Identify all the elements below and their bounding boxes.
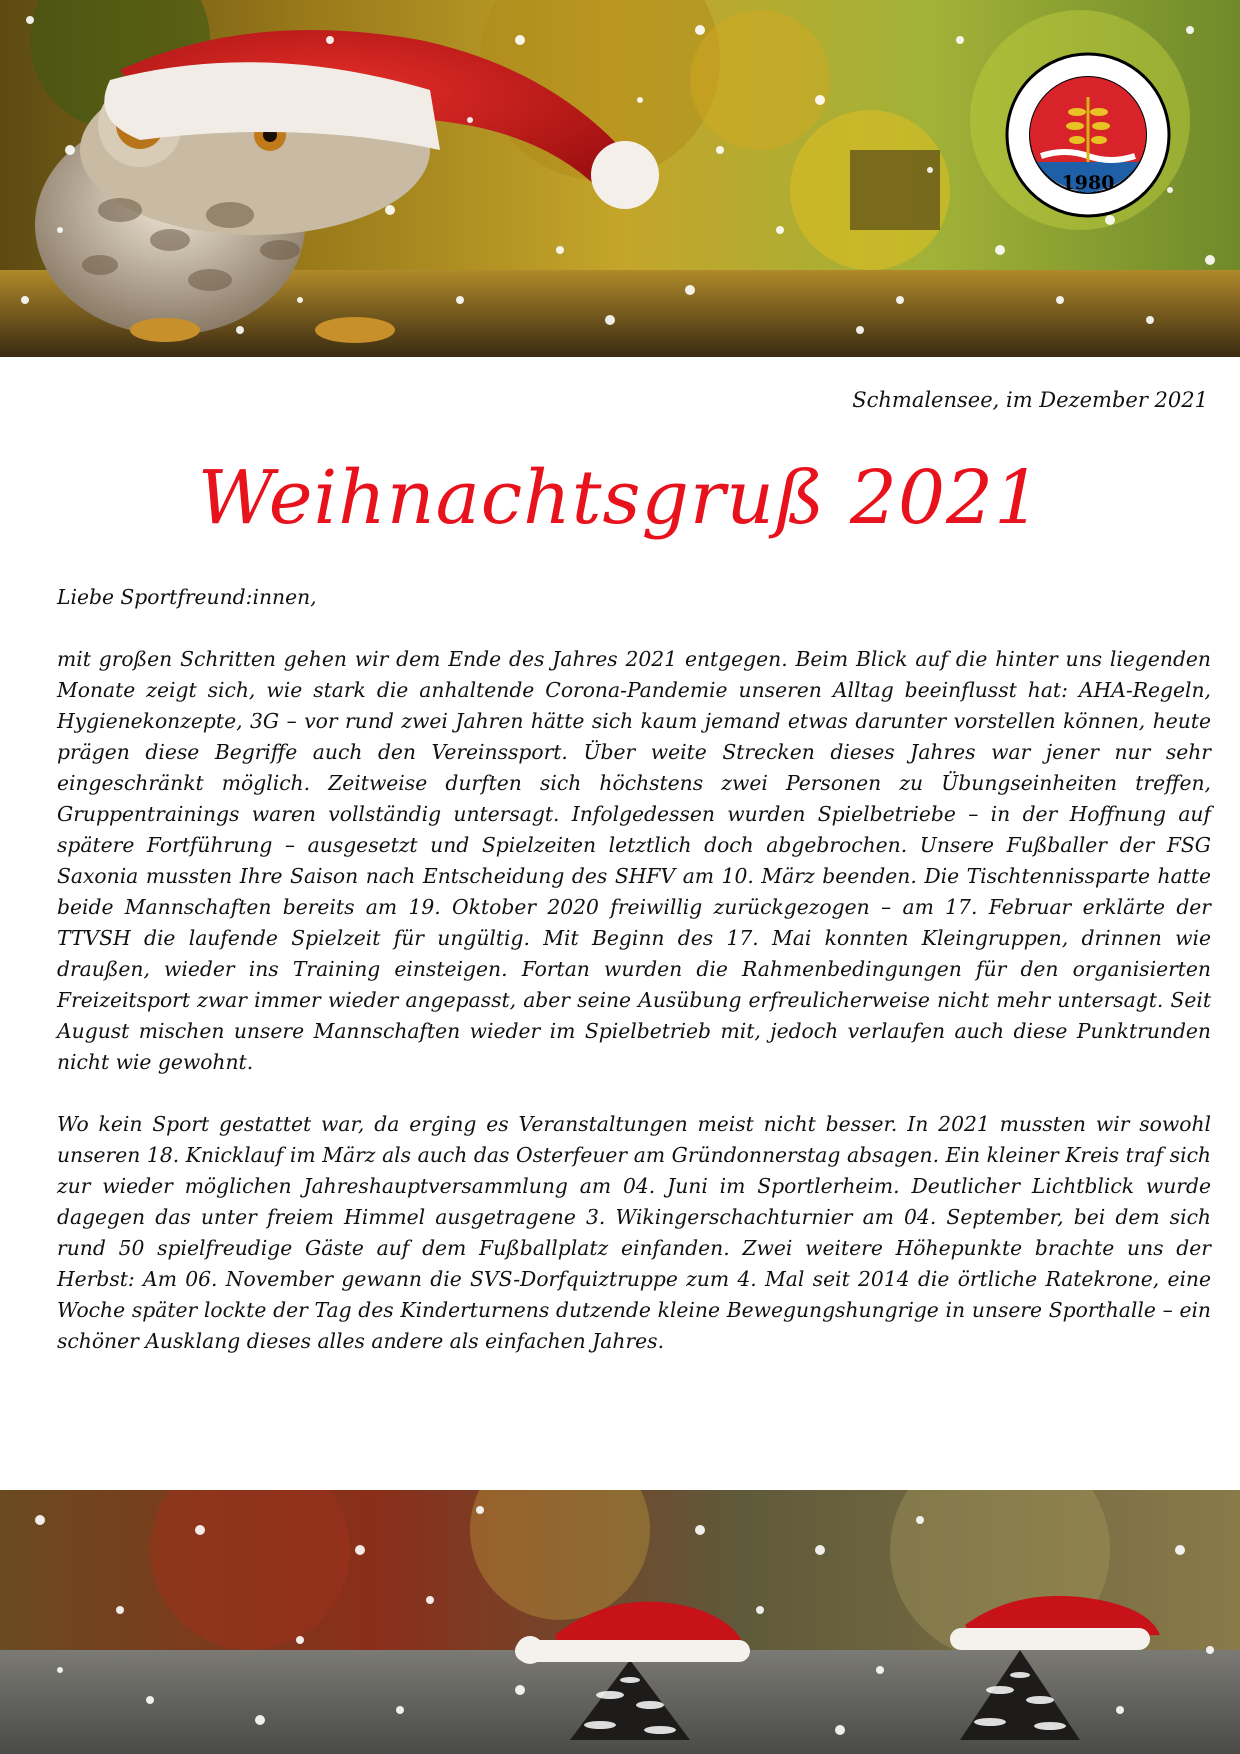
footer-banner (0, 1490, 1240, 1754)
letter-title: Weihnachtsgruß 2021 (197, 455, 1043, 541)
logo-year: 1980 (1061, 172, 1115, 194)
paragraph: Wo kein Sport gestattet war, da erging es Veranstaltungen meist nicht besser. In 2021 mussten wir sowohl unseren 18. Knicklauf im März als auch das Osterfeuer am Gründonnerstag absagen. Ein kleiner Kreis traf sich zur wieder möglichen Jahreshauptversammlung am 04. Juni im Sportlerheim. Deutlicher Lichtblick wurde dagegen das unter freiem Himmel ausgetragene 3. Wikingerschachturnier am 04. September, bei dem sich rund 50 spielfreudige Gäste auf dem Fußballplatz einfanden. Zwei weitere Höhepunkte brachte uns der Herbst: Am 06. November gewann die SVS-Dorfquiztruppe zum 4. Mal seit 2014 die örtliche Ratekrone, eine Woche später lockte der Tag des Kinderturnens dutzende kleine Bewegungshungrige in unsere Sporthalle – ein schöner Ausklang dieses alles andere als einfachen Jahres. (57, 1112, 1211, 1353)
greeting: Liebe Sportfreund:innen, (57, 585, 317, 609)
date-line: Schmalensee, im Dezember 2021 (852, 388, 1208, 412)
header-banner (0, 0, 1240, 357)
pinecones-christmas-photo (0, 1490, 1240, 1754)
club-logo (1005, 52, 1171, 218)
letter-body (57, 582, 1211, 1357)
paragraph: mit großen Schritten gehen wir dem Ende des Jahres 2021 entgegen. Beim Blick auf die hinter uns liegenden Monate zeigt sich, wie stark die anhaltende Corona-Pandemie unseren Alltag beeinflusst hat: AHA-Regeln, Hygienekonzepte, 3G – vor rund zwei Jahren hätte sich kaum jemand etwas darunter vorstellen können, heute prägen diese Begriffe auch den Vereinssport. Über weite Strecken dieses Jahres war jener nur sehr eingeschränkt möglich. Zeitweise durften sich höchstens zwei Personen zu Übungseinheiten treffen, Gruppentrainings waren vollständig untersagt. Infolgedessen wurden Spielbetriebe – in der Hoffnung auf spätere Fortführung – ausgesetzt und Spielzeiten letztlich doch abgebrochen. Unsere Fußballer der FSG Saxonia mussten Ihre Saison nach Entscheidung des SHFV am 10. März beenden. Die Tischtennissparte hatte beide Mannschaften bereits am 19. Oktober 2020 freiwillig zurückgezogen – am 17. Februar erklärte der TTVSH die laufende Spielzeit für ungültig. Mit Beginn des 17. Mai konnten Kleingruppen, drinnen wie draußen, wieder ins Training einsteigen. Fortan wurden die Rahmenbedingungen für den organisierten Freizeitsport zwar immer wieder angepasst, aber seine Ausübung erfreulicherweise nicht mehr untersagt. Seit August mischen unsere Mannschaften wieder im Spielbetrieb mit, jedoch verlaufen auch diese Punktrunden nicht wie gewohnt. (57, 647, 1211, 1074)
